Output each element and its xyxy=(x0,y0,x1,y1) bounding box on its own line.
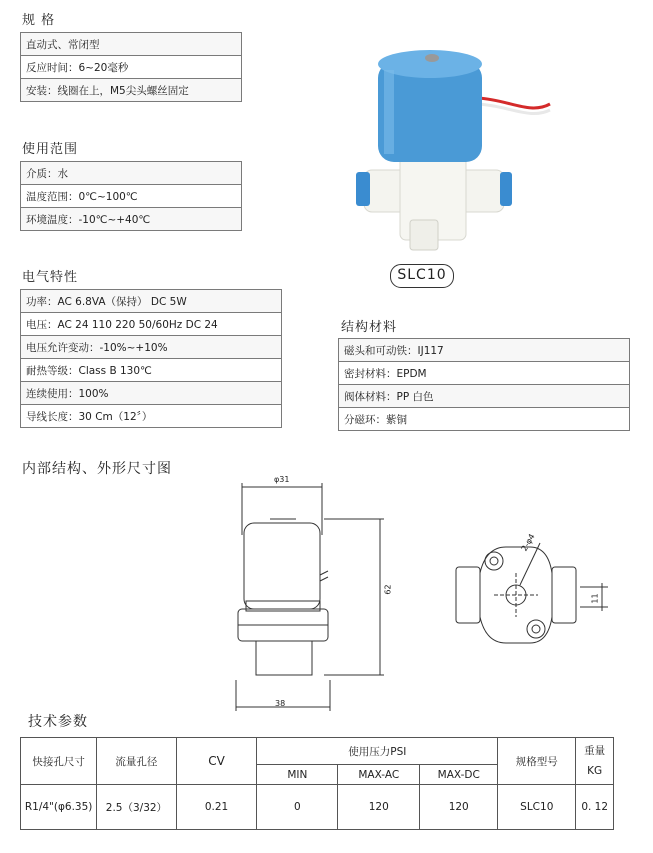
cell-max-dc: 120 xyxy=(420,785,498,830)
electrical-row: 功率：AC 6.8VA（保持） DC 5W xyxy=(21,290,282,313)
dim-top-label: φ31 xyxy=(274,475,290,484)
th-orifice: 流量孔径 xyxy=(97,738,176,785)
electrical-row: 电压：AC 24 110 220 50/60Hz DC 24 xyxy=(21,313,282,336)
cell-min: 0 xyxy=(257,785,338,830)
materials-row: 分磁环：紫铜 xyxy=(339,408,630,431)
cell-model: SLC10 xyxy=(498,785,576,830)
electrical-row: 导线长度：30 Cm（12〞） xyxy=(21,405,282,428)
materials-row: 阀体材料：PP 白色 xyxy=(339,385,630,408)
th-weight-label: 重量 xyxy=(584,745,606,757)
solenoid-valve-illustration xyxy=(350,40,560,260)
th-weight-unit: KG xyxy=(587,765,603,777)
electrical-row: 电压允许变动：-10%~+10% xyxy=(21,336,282,359)
specs-row: 直动式、常闭型 xyxy=(21,33,242,56)
cell-cv: 0.21 xyxy=(176,785,257,830)
side-view-drawing xyxy=(220,475,420,715)
materials-title: 结构材料 xyxy=(341,320,398,335)
specs-title: 规 格 xyxy=(22,13,56,28)
materials-table xyxy=(338,338,630,431)
drawing-title: 内部结构、外形尺寸图 xyxy=(22,461,172,477)
specs-table xyxy=(20,32,242,102)
materials-row: 磁头和可动铁：IJ117 xyxy=(339,339,630,362)
th-pressure: 使用压力PSI xyxy=(257,738,498,765)
cell-max-ac: 120 xyxy=(338,785,420,830)
specs-row: 反应时间：6~20毫秒 xyxy=(21,56,242,79)
cell-orifice: 2.5（3/32） xyxy=(97,785,176,830)
usage-row: 温度范围：0℃~100℃ xyxy=(21,185,242,208)
cell-weight: 0. 12 xyxy=(576,785,614,830)
dim-spacing-label: 11 xyxy=(590,593,600,604)
dim-bottom-label: 38 xyxy=(275,699,286,708)
th-weight xyxy=(576,738,614,785)
usage-row: 介质：水 xyxy=(21,162,242,185)
tech-title: 技术参数 xyxy=(28,714,88,730)
th-port: 快接孔尺寸 xyxy=(21,738,97,785)
usage-row: 环境温度：-10℃~+40℃ xyxy=(21,208,242,231)
th-min: MIN xyxy=(257,765,338,785)
th-cv: CV xyxy=(176,738,257,785)
th-model: 规格型号 xyxy=(498,738,576,785)
electrical-table xyxy=(20,289,282,428)
electrical-row: 连续使用：100% xyxy=(21,382,282,405)
th-max-ac: MAX-AC xyxy=(338,765,420,785)
materials-row: 密封材料：EPDM xyxy=(339,362,630,385)
dim-holes-label: 2-φ4 xyxy=(519,532,537,553)
specs-row: 安装：线圈在上，M5尖头螺丝固定 xyxy=(21,79,242,102)
tech-table xyxy=(20,737,614,830)
model-label: SLC10 xyxy=(390,264,454,288)
cell-port: R1/4"(φ6.35) xyxy=(21,785,97,830)
electrical-row: 耐热等级：Class B 130℃ xyxy=(21,359,282,382)
th-max-dc: MAX-DC xyxy=(420,765,498,785)
top-view-drawing xyxy=(450,525,630,655)
usage-table xyxy=(20,161,242,231)
electrical-title: 电气特性 xyxy=(22,270,79,285)
usage-title: 使用范围 xyxy=(22,142,79,157)
dim-height-label: 62 xyxy=(383,584,393,595)
